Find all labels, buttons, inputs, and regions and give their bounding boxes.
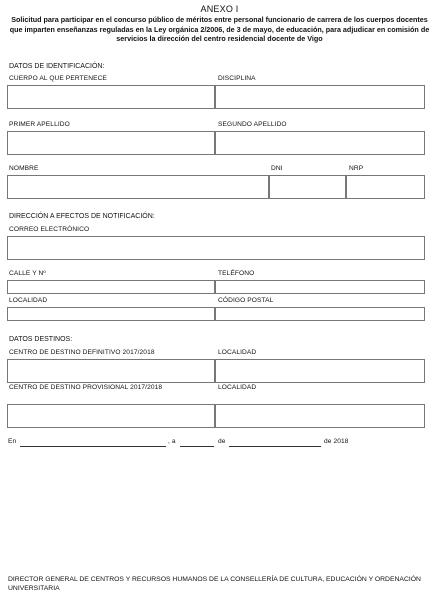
codigo-postal-field[interactable] — [215, 307, 425, 321]
month-blank[interactable] — [229, 446, 321, 447]
calle-field[interactable] — [7, 280, 215, 294]
email-field[interactable] — [7, 236, 425, 260]
signature-a-label: , a — [168, 438, 176, 445]
nrp-label: NRP — [349, 165, 364, 172]
day-blank[interactable] — [180, 446, 214, 447]
dni-field[interactable] — [269, 175, 346, 199]
primer-apellido-label: PRIMER APELLIDO — [9, 121, 70, 128]
primer-apellido-field[interactable] — [7, 131, 215, 155]
dni-label: DNI — [271, 165, 283, 172]
segundo-apellido-field[interactable] — [215, 131, 425, 155]
email-label: CORREO ELECTRÓNICO — [9, 226, 90, 233]
destino-definitivo-localidad-field[interactable] — [215, 359, 425, 383]
place-blank[interactable] — [20, 446, 166, 447]
footer-addressee: DIRECTOR GENERAL DE CENTROS Y RECURSOS HUMANOS DE LA CONSELLERÍA DE CULTURA, EDUCACIÓN Y ORDENACIÓN UNIVERSITARIA — [8, 576, 421, 592]
document-title: ANEXO I — [200, 4, 239, 14]
signature-en-label: En — [8, 438, 17, 445]
destino-provisional-field[interactable] — [7, 404, 215, 428]
nombre-label: NOMBRE — [9, 165, 39, 172]
localidad-field[interactable] — [7, 307, 215, 321]
document-subject: Solicitud para participar en el concurso público de méritos entre personal funcionario de carrera de los cuerpos docentes que imparten enseñanzas reguladas en la Ley orgánica 2/2006, de 3 de mayo, de educación, para adjudicar en comisión de servicios la dirección del centro residencial docente de Vigo — [9, 15, 430, 44]
destino-provisional-label: CENTRO DE DESTINO PROVISIONAL 2017/2018 — [9, 384, 163, 391]
calle-label: CALLE Y Nº — [9, 270, 46, 277]
destinations-section-label: DATOS DESTINOS: — [9, 336, 73, 343]
identification-section-label: DATOS DE IDENTIFICACIÓN: — [9, 63, 105, 70]
codigo-postal-label: CÓDIGO POSTAL — [218, 297, 274, 304]
destino-provisional-localidad-label: LOCALIDAD — [218, 384, 257, 391]
telefono-field[interactable] — [215, 280, 425, 294]
notification-section-label: DIRECCIÓN A EFECTOS DE NOTIFICACIÓN: — [9, 213, 155, 220]
disciplina-label: DISCIPLINA — [218, 75, 256, 82]
destino-definitivo-field[interactable] — [7, 359, 215, 383]
cuerpo-field[interactable] — [7, 85, 215, 109]
destino-definitivo-label: CENTRO DE DESTINO DEFINITIVO 2017/2018 — [9, 349, 155, 356]
disciplina-field[interactable] — [215, 85, 425, 109]
telefono-label: TELÉFONO — [218, 270, 255, 277]
segundo-apellido-label: SEGUNDO APELLIDO — [218, 121, 287, 128]
destino-provisional-localidad-field[interactable] — [215, 404, 425, 428]
nrp-field[interactable] — [346, 175, 425, 199]
cuerpo-label: CUERPO AL QUE PERTENECE — [9, 75, 107, 82]
nombre-field[interactable] — [7, 175, 269, 199]
localidad-label: LOCALIDAD — [9, 297, 48, 304]
destino-definitivo-localidad-label: LOCALIDAD — [218, 349, 257, 356]
signature-de-label: de — [218, 438, 226, 445]
signature-year-label: de 2018 — [324, 438, 349, 445]
